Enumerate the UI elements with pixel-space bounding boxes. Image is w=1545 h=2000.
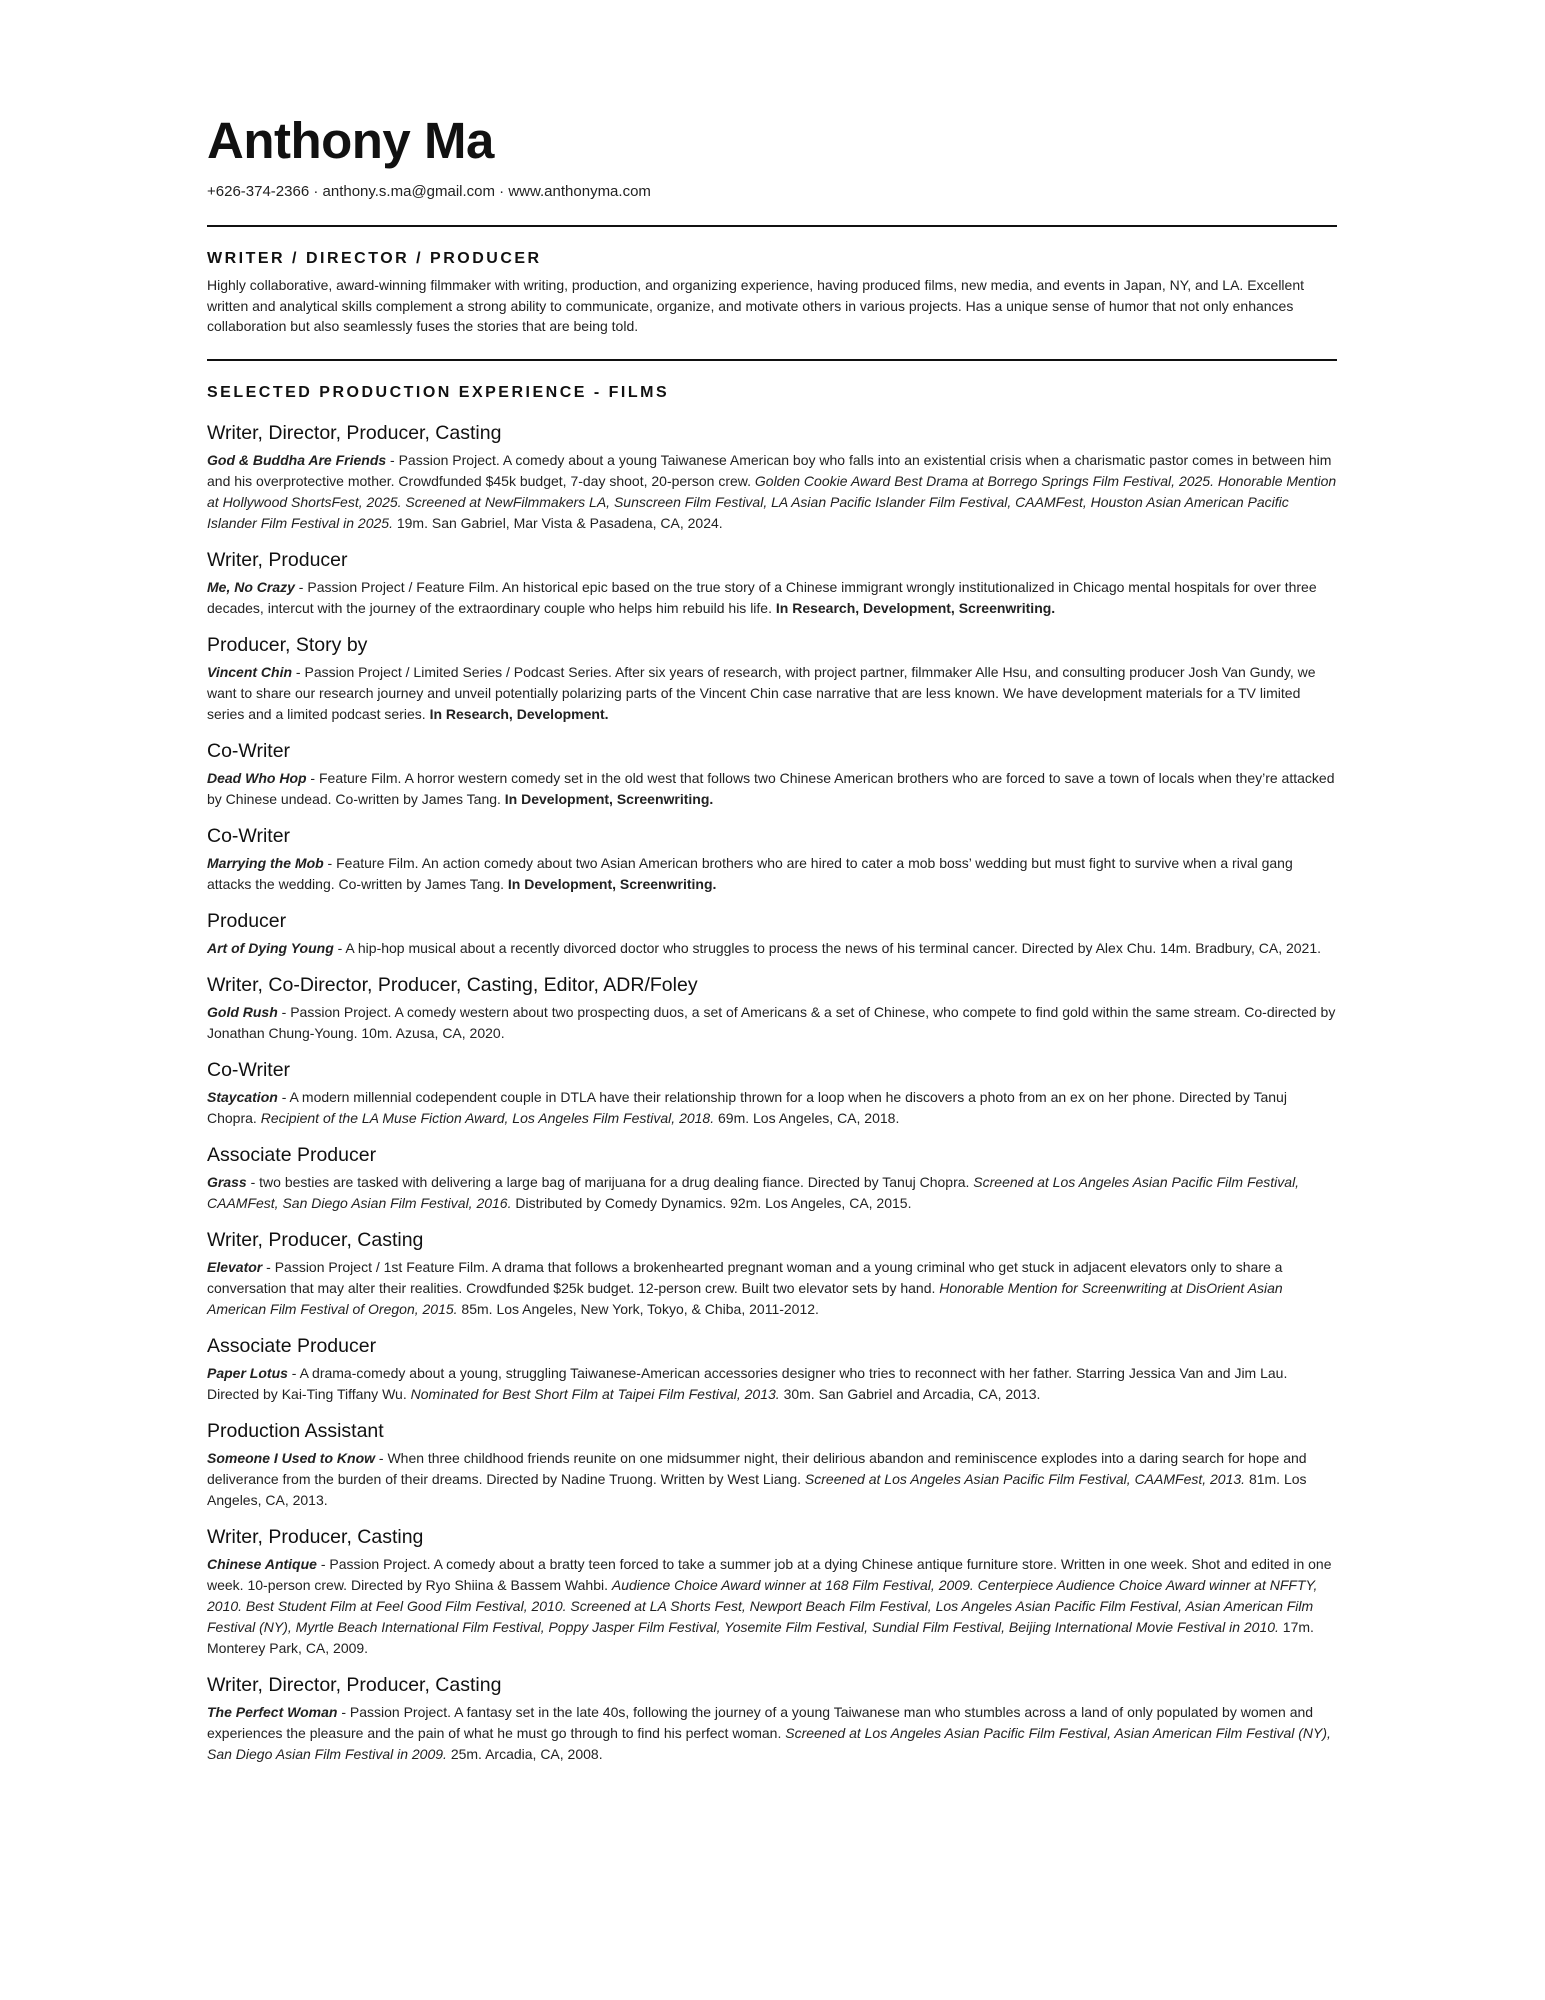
entry-awards: Screened at Los Angeles Asian Pacific Film Festival, Asian American Film Festival (NY), San Diego Asian Film Festival in 2009. (207, 1724, 1331, 1762)
entry-text: - Passion Project. A comedy western about two prospecting duos, a set of Americans & a set of Chinese, who compete to find gold within the same stream. Co-directed by Jonathan Chung-Young. 10m. Azusa, CA, 2020. (207, 1003, 1336, 1041)
entry-awards: Honorable Mention for Screenwriting at DisOrient Asian American Film Festival of Oregon, 2015. (207, 1279, 1283, 1317)
entry-details: 81m. Los Angeles, CA, 2013. (207, 1470, 1307, 1508)
entry-description (207, 1448, 1337, 1511)
entry-details: 25m. Arcadia, CA, 2008. (446, 1745, 603, 1762)
list-item (207, 739, 1337, 810)
entry-awards: Nominated for Best Short Film at Taipei Film Festival, 2013. (410, 1385, 780, 1402)
entry-text: - A drama-comedy about a young, struggling Taiwanese-American accessories designer who tries to reconnect with her father. Starring Jessica Van and Jim Lau. Directed by Kai-Ting Tiffany Wu. (207, 1364, 1288, 1402)
entry-description (207, 853, 1337, 895)
entry-awards: Recipient of the LA Muse Fiction Award, Los Angeles Film Festival, 2018. (260, 1109, 715, 1126)
entry-text: - A modern millennial codependent couple in DTLA have their relationship thrown for a loop when he discovers a photo from an ex on her phone. Directed by Tanuj Chopra. (207, 1088, 1287, 1126)
entry-role: Associate Producer (207, 1334, 377, 1357)
list-item (207, 1058, 1337, 1129)
entry-role: Writer, Producer, Casting (207, 1228, 424, 1251)
entry-text: - Passion Project / 1st Feature Film. A drama that follows a brokenhearted pregnant woman and a young criminal who get stuck in adjacent elevators only to share a conversation that may alter their realities. Crowdfunded $25k budget. 12-person crew. Built two elevator sets by hand. (207, 1258, 1283, 1296)
entry-details: 85m. Los Angeles, New York, Tokyo, & Chiba, 2011-2012. (457, 1300, 819, 1317)
entry-role: Writer, Producer, Casting (207, 1525, 424, 1548)
entry-text: - Feature Film. An action comedy about two Asian American brothers who are hired to cater a mob boss’ wedding but must fight to survive when a rival gang attacks the wedding. Co-written by James Tang. (207, 854, 1293, 892)
entry-description (207, 1554, 1337, 1659)
resume-page (207, 112, 1337, 1765)
list-item (207, 1334, 1337, 1405)
list-item (207, 909, 1337, 959)
entry-description (207, 450, 1337, 534)
list-item (207, 548, 1337, 619)
entry-role: Co-Writer (207, 824, 291, 847)
entry-description (207, 577, 1337, 619)
entry-details: 17m. Monterey Park, CA, 2009. (207, 1618, 1314, 1656)
list-item (207, 824, 1337, 895)
entry-role: Associate Producer (207, 1143, 377, 1166)
entry-title: Paper Lotus (207, 1364, 288, 1381)
list-item (207, 1673, 1337, 1765)
list-item (207, 1525, 1337, 1659)
entry-title: Elevator (207, 1258, 263, 1275)
entry-title: The Perfect Woman (207, 1703, 338, 1720)
entry-text: - Passion Project / Limited Series / Podcast Series. After six years of research, with project partner, filmmaker Alle Hsu, and consulting producer Josh Van Gundy, we want to share our research journey and unveil potentially polarizing parts of the Vincent Chin case narrative that are less known. We have development materials for a TV limited series and a limited podcast series. (207, 663, 1316, 722)
entry-text: - Passion Project. A comedy about a bratty teen forced to take a summer job at a dying Chinese antique furniture store. Written in one week. Shot and edited in one week. 10-person crew. Directed by Ryo Shiina & Bassem Wahbi. (207, 1555, 1332, 1593)
entry-details: 19m. San Gabriel, Mar Vista & Pasadena, CA, 2024. (392, 514, 723, 531)
entry-description (207, 662, 1337, 725)
entry-title: Dead Who Hop (207, 769, 307, 786)
entry-title: Vincent Chin (207, 663, 293, 680)
entry-title: Chinese Antique (207, 1555, 317, 1572)
entry-title: Gold Rush (207, 1003, 278, 1020)
entry-role: Writer, Co-Director, Producer, Casting, Editor, ADR/Foley (207, 973, 698, 996)
list-item (207, 973, 1337, 1044)
entry-role: Producer, Story by (207, 633, 368, 656)
entry-description (207, 1257, 1337, 1320)
entry-title: Someone I Used to Know (207, 1449, 376, 1466)
entry-description (207, 1087, 1337, 1129)
entry-description (207, 1172, 1337, 1214)
entry-awards: Golden Cookie Award Best Drama at Borrego Springs Film Festival, 2025. Honorable Mention at Hollywood ShortsFest, 2025. Screened at NewFilmmakers LA, Sunscreen Film Festival, LA Asian Pacific Islander Film Festival, CAAMFest, Houston Asian American Pacific Islander Film Festival in 2025. (207, 472, 1337, 531)
entry-role: Co-Writer (207, 739, 291, 762)
entry-title: Marrying the Mob (207, 854, 324, 871)
entry-status: In Research, Development, Screenwriting. (775, 599, 1056, 616)
name-heading: Anthony Ma (207, 112, 494, 169)
entry-text: - Passion Project. A comedy about a young Taiwanese American boy who falls into an existential crisis when a charismatic pastor comes in between him and his overprotective mother. Crowdfunded $45k budget, 7-day shoot, 20-person crew. (207, 451, 1332, 489)
entry-title: God & Buddha Are Friends (207, 451, 387, 468)
entry-description (207, 938, 1337, 959)
entry-role: Production Assistant (207, 1419, 384, 1442)
list-item (207, 421, 1337, 534)
divider (207, 359, 1337, 361)
divider (207, 225, 1337, 227)
entry-text: - Passion Project. A fantasy set in the late 40s, following the journey of a young Taiwanese man who stumbles across a land of only populated by women and experiences the pleasure and the pain of what he must go through to find his perfect woman. (207, 1703, 1314, 1741)
entry-role: Writer, Director, Producer, Casting (207, 1673, 502, 1696)
entry-status: In Research, Development. (429, 705, 609, 722)
profile-heading: WRITER / DIRECTOR / PRODUCER (207, 250, 542, 267)
entry-role: Co-Writer (207, 1058, 291, 1081)
list-item (207, 1228, 1337, 1320)
contact-line: +626-374-2366 · anthony.s.ma@gmail.com · www.anthonyma.com (207, 183, 651, 200)
entry-text: - Feature Film. A horror western comedy set in the old west that follows two Chinese American brothers who are forced to save a town of locals when they’re attacked by Chinese undead. Co-written by James Tang. (207, 769, 1335, 807)
entry-text: - When three childhood friends reunite on one midsummer night, their delirious abandon and reminiscence explodes into a daring search for hope and deliverance from the burden of their dreams. Directed by Nadine Truong. Written by West Liang. (207, 1449, 1307, 1487)
entry-title: Art of Dying Young (207, 939, 334, 956)
entry-description (207, 1702, 1337, 1765)
entry-role: Writer, Producer (207, 548, 348, 571)
experience-list (207, 421, 1337, 1765)
profile-summary: Highly collaborative, award-winning filmmaker with writing, production, and organizing experience, having produced films, new media, and events in Japan, NY, and LA. Excellent written and analytical skills complement a strong ability to communicate, organize, and motivate others in various projects. Has a unique sense of humor that not only enhances collaboration but also seamlessly fuses the stories that are being told. (207, 277, 1304, 334)
experience-heading: SELECTED PRODUCTION EXPERIENCE - FILMS (207, 383, 670, 401)
entry-text: - Passion Project / Feature Film. An historical epic based on the true story of a Chinese immigrant wrongly institutionalized in Chicago mental hospitals for over three decades, intercut with the journey of the extraordinary couple who helps him rebuild his life. (207, 578, 1317, 616)
entry-status: In Development, Screenwriting. (507, 875, 717, 892)
list-item (207, 1419, 1337, 1511)
entry-awards: Screened at Los Angeles Asian Pacific Film Festival, CAAMFest, 2013. (804, 1470, 1246, 1487)
entry-description (207, 768, 1337, 810)
entry-text: - two besties are tasked with delivering a large bag of marijuana for a drug dealing fiance. Directed by Tanuj Chopra. (246, 1173, 974, 1190)
entry-description (207, 1363, 1337, 1405)
entry-title: Grass (207, 1173, 247, 1190)
entry-details: Distributed by Comedy Dynamics. 92m. Los Angeles, CA, 2015. (511, 1194, 912, 1211)
entry-status: In Development, Screenwriting. (504, 790, 714, 807)
entry-text: - A hip-hop musical about a recently divorced doctor who struggles to process the news of his terminal cancer. Directed by Alex Chu. 14m. Bradbury, CA, 2021. (333, 939, 1322, 956)
entry-details: 69m. Los Angeles, CA, 2018. (714, 1109, 900, 1126)
entry-awards: Audience Choice Award winner at 168 Film Festival, 2009. Centerpiece Audience Choice Award winner at NFFTY, 2010. Best Student Film at Feel Good Film Festival, 2010. Screened at LA Shorts Fest, Newport Beach Film Festival, Los Angeles Asian Pacific Film Festival, Asian American Film Festival (NY), Myrtle Beach International Film Festival, Poppy Jasper Film Festival, Yosemite Film Festival, Sundial Film Festival, Beijing International Movie Festival in 2010. (207, 1576, 1318, 1635)
entry-description (207, 1002, 1337, 1044)
list-item (207, 633, 1337, 725)
entry-awards: Screened at Los Angeles Asian Pacific Film Festival, CAAMFest, San Diego Asian Film Festival, 2016. (207, 1173, 1300, 1211)
entry-title: Staycation (207, 1088, 278, 1105)
entry-details: 30m. San Gabriel and Arcadia, CA, 2013. (779, 1385, 1041, 1402)
entry-role: Producer (207, 909, 287, 932)
entry-title: Me, No Crazy (207, 578, 295, 595)
list-item (207, 1143, 1337, 1214)
entry-role: Writer, Director, Producer, Casting (207, 421, 502, 444)
